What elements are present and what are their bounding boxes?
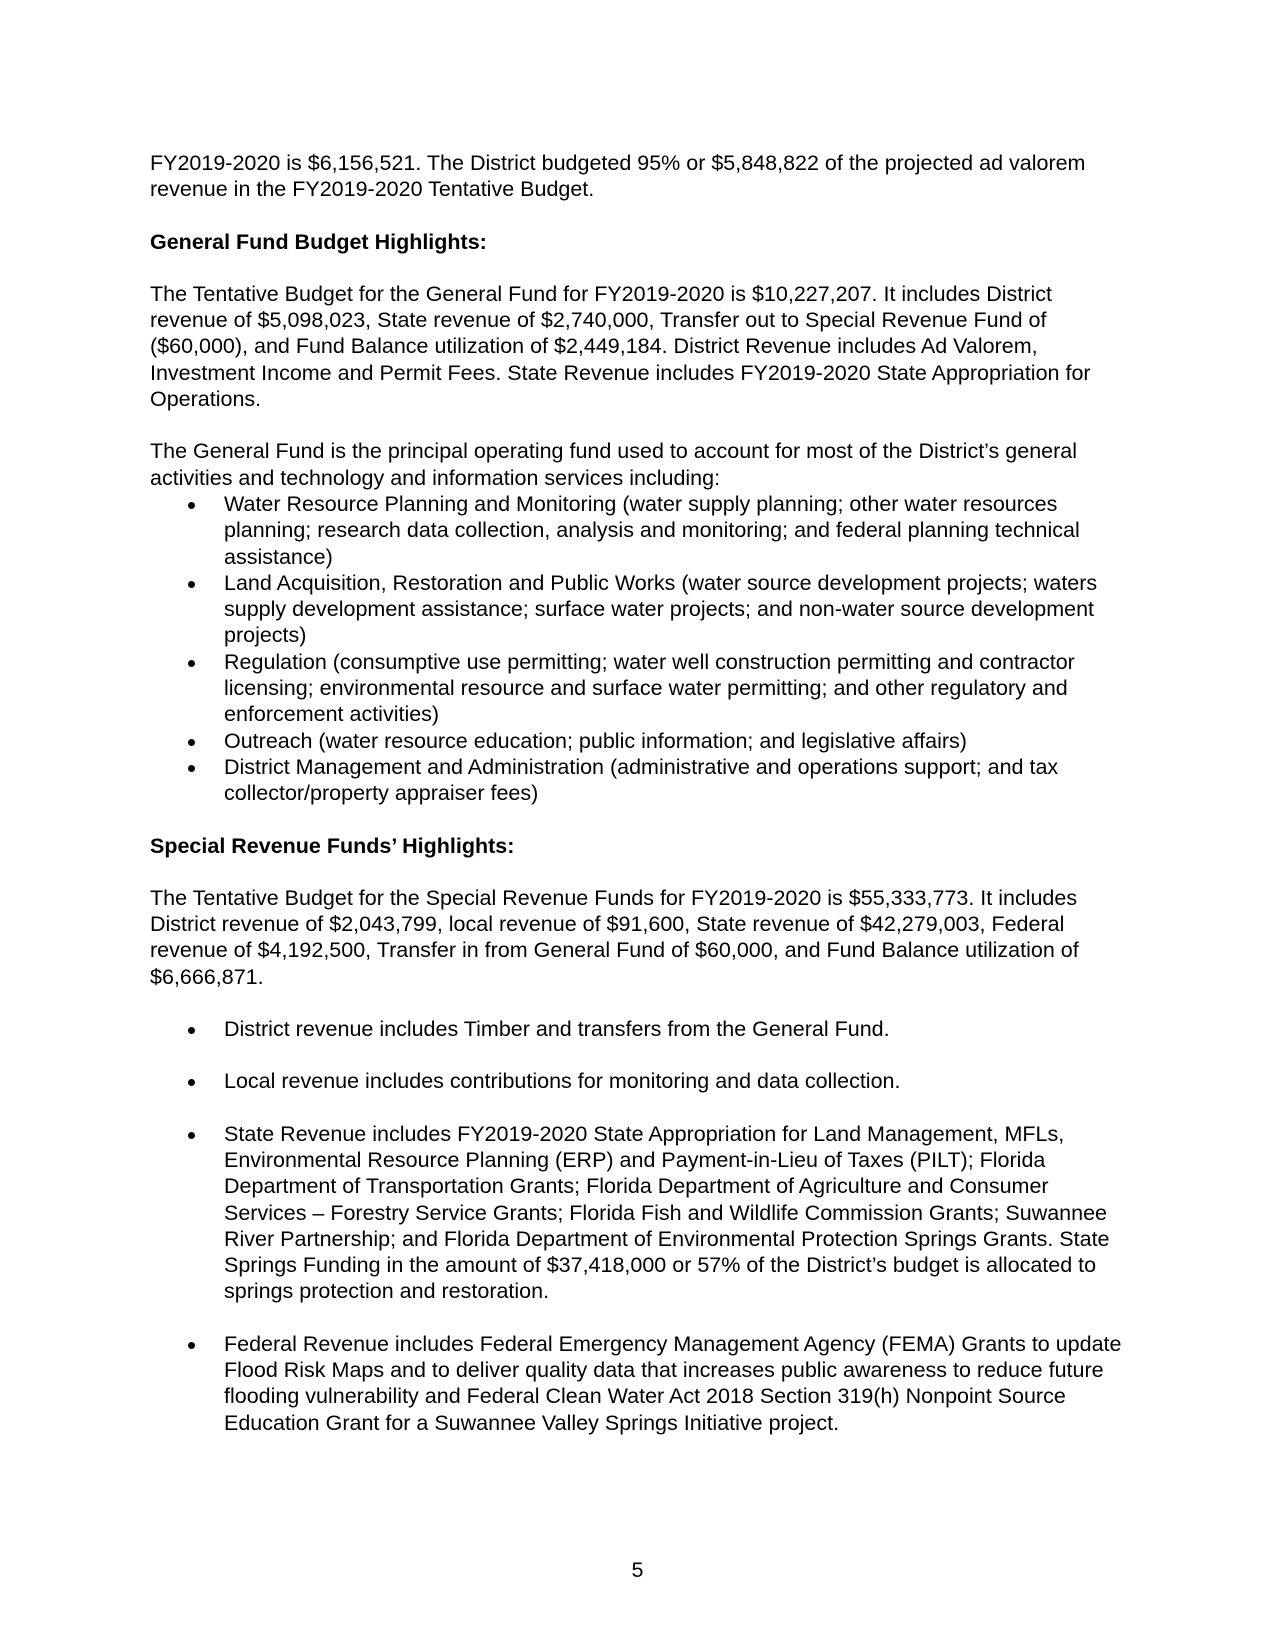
bullet-icon — [188, 1027, 195, 1034]
bullet-icon — [188, 1342, 195, 1349]
special-revenue-paragraph: The Tentative Budget for the Special Revenue Funds for FY2019-2020 is $55,333,773. It includes District revenue of $2,043,799, local revenue of $91,600, State revenue of $42,279,003, Federal revenue of $4,192,500, Transfer in from General Fund of $60,000, and Fund Balance utilization of $6,666,871. — [150, 885, 1079, 989]
list-item: Water Resource Planning and Monitoring (water supply planning; other water resources planning; research data collection, analysis and monitoring; and federal planning technical assistance) — [150, 491, 1130, 570]
general-fund-paragraph-1: The Tentative Budget for the General Fund for FY2019-2020 is $10,227,207. It includes District revenue of $5,098,023, State revenue of $2,740,000, Transfer out to Special Revenue Fund of ($60,000), and Fund Balance utilization of $2,449,184. District Revenue includes Ad Valorem, Investment Income and Permit Fees. State Revenue includes FY2019-2020 State Appropriation for Operations. — [150, 281, 1091, 412]
page-number: 5 — [631, 1558, 644, 1582]
general-fund-heading: General Fund Budget Highlights: — [150, 229, 487, 254]
bullet-icon — [188, 765, 195, 772]
list-item: Outreach (water resource education; public information; and legislative affairs) — [150, 728, 1130, 754]
general-fund-paragraph-2: The General Fund is the principal operating fund used to account for most of the District’s general activities and technology and information services including: — [150, 439, 1077, 490]
bullet-icon — [188, 1079, 195, 1086]
list-item: Land Acquisition, Restoration and Public Works (water source development projects; waters supply development assistance; surface water projects; and non-water source development projects) — [150, 570, 1130, 649]
page-content — [150, 150, 1130, 1436]
special-revenue-heading: Special Revenue Funds’ Highlights: — [150, 833, 515, 858]
list-item: Local revenue includes contributions for monitoring and data collection. — [150, 1068, 1130, 1094]
bullet-icon — [188, 739, 195, 746]
bullet-icon — [188, 660, 195, 667]
list-item: District revenue includes Timber and transfers from the General Fund. — [150, 1016, 1130, 1042]
bullet-icon — [188, 581, 195, 588]
bullet-icon — [188, 1132, 195, 1139]
list-item: State Revenue includes FY2019-2020 State Appropriation for Land Management, MFLs, Environmental Resource Planning (ERP) and Payment-in-Lieu of Taxes (PILT); Florida Department of Transportation Grants; Florida Department of Agriculture and Consumer Services – Forestry Service Grants; Florida Fish and Wildlife Commission Grants; Suwannee River Partnership; and Florida Department of Environmental Protection Springs Grants. State Springs Funding in the amount of $37,418,000 or 57% of the District’s budget is allocated to springs protection and restoration. — [150, 1121, 1130, 1305]
special-revenue-bullet-list — [150, 1016, 1130, 1436]
bullet-icon — [188, 502, 195, 509]
list-item: District Management and Administration (administrative and operations support; and tax collector/property appraiser fees) — [150, 754, 1130, 807]
general-fund-bullet-list — [150, 491, 1130, 807]
list-item: Regulation (consumptive use permitting; water well construction permitting and contractor licensing; environmental resource and surface water permitting; and other regulatory and enforcement activities) — [150, 649, 1130, 728]
intro-paragraph: FY2019-2020 is $6,156,521. The District budgeted 95% or $5,848,822 of the projected ad valorem revenue in the FY2019-2020 Tentative Budget. — [150, 151, 1086, 202]
list-item: Federal Revenue includes Federal Emergency Management Agency (FEMA) Grants to update Flood Risk Maps and to deliver quality data that increases public awareness to reduce future flooding vulnerability and Federal Clean Water Act 2018 Section 319(h) Nonpoint Source Education Grant for a Suwannee Valley Springs Initiative project. — [150, 1331, 1130, 1436]
